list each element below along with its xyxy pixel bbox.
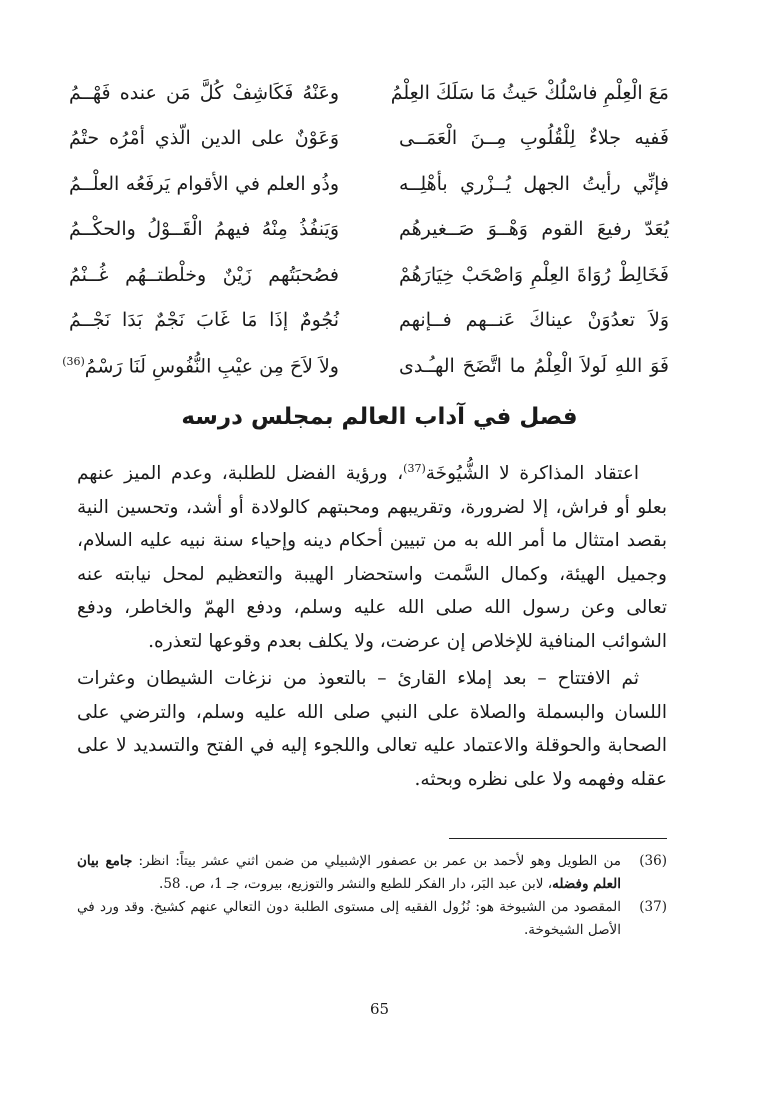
footnotes: [77, 850, 667, 942]
footnote-36-number: (36): [639, 853, 667, 869]
page-number: 65: [369, 1000, 390, 1018]
footnote-36-pre: من الطويل وهو لأحمد بن عمر بن عصفور الإشبيلي من ضمن اثني عشر بيتاً: انظر:: [132, 853, 621, 869]
poem: [62, 70, 669, 389]
verse-4-second-hemistich: وَيَنفُذُ مِنْهُ فيهمُ الْقَــوْلُ والحكْــمُ: [69, 218, 339, 241]
verse-7: [62, 343, 669, 389]
verse-3-second-hemistich: وذُو العلم في الأقوام يَرفَعُه العلْــمُ: [69, 172, 339, 195]
verse-4: [69, 207, 669, 253]
verse-2-first-hemistich: فَفيه جلاءٌ لِلْقُلُوبِ مِــنَ الْعَمَــى: [399, 127, 669, 150]
verse-2: [69, 116, 669, 162]
footnote-ref-37[interactable]: (37): [403, 462, 426, 475]
verse-7-second-hemistich: [62, 354, 339, 377]
footnote-36-post: ، لابن عبد البَر، دار الفكر للطبع والنشر والتوزيع، بيروت، جـ 1، ص. 58.: [159, 876, 553, 892]
verse-1: [69, 70, 669, 116]
verse-2-second-hemistich: وَعَوْنٌ على الدين الّذي أمْرُه حتْمُ: [69, 127, 339, 150]
section-title: فصل في آداب العالم بمجلس درسه: [181, 404, 578, 430]
footnote-37-text: المقصود من الشيوخة هو: نُزُول الفقيه إلى مستوى الطلبة دون التعالي عنهم كشيخ. وقد ورد في الأصل الشيخوخة.: [77, 899, 621, 938]
verse-4-first-hemistich: يُعَدّ رفيعَ القوم وَهْــوَ صَــغيرهُم: [399, 218, 669, 241]
verse-5-first-hemistich: فَخَالِطْ رُوَاةَ العِلْمِ وَاصْحَبْ خِيَارَهُمْ: [399, 263, 669, 286]
footnote-separator: [449, 838, 667, 839]
verse-6: [69, 298, 669, 344]
verse-1-second-hemistich: وعَنْهُ فَكَاشِفْ كُلَّ مَن عنده فَهْــمُ: [69, 81, 339, 104]
verse-6-first-hemistich: وَلاَ تعدُوَنْ عيناكَ عَنــهم فــإنهم: [399, 309, 669, 332]
footnote-36: [77, 850, 667, 896]
footnote-36-text: [77, 850, 621, 896]
verse-6-second-hemistich: نُجُومٌ إذَا مَا غَابَ نَجْمٌ بَدَا نَجْــمُ: [69, 309, 339, 332]
verse-5: [69, 252, 669, 298]
verse-3: [69, 161, 669, 207]
footnote-ref-36[interactable]: (36): [62, 354, 85, 368]
verse-1-first-hemistich: مَعَ الْعِلْمِ فاسْلُكْ حَيثُ مَا سَلَكَ العِلْمُ: [390, 81, 669, 104]
verse-7-second-text: ولاَ لاَحَ مِن عيْبِ النُّفُوسِ لَنَا رَسْمُ: [84, 354, 339, 377]
paragraph-2: ثم الافتتاح – بعد إملاء القارئ – بالتعوذ من نزغات الشيطان وعثرات اللسان والبسملة والصلاة على النبي صلى الله عليه وسلم، والترضي على الصحابة والحوقلة والاعتماد عليه تعالى واللجوء إليه في الفتح والتسديد لا على عقله وفهمه ولا على نظره وبحثه.: [77, 668, 667, 790]
footnote-37: [77, 896, 667, 942]
paragraph-1-rest: ، ورؤية الفضل للطلبة، وعدم الميز عنهم بعلو أو فراش، إلا لضرورة، وتقريبهم ومحبتهم كالولادة أو أشد، وتحسين النية بقصد امتثال ما أمر الله به من تبيين أحكام دينه وإحياء سنة نبيه عليه السلام، وجميل الهيئة، وكمال السَّمت واستحضار الهيبة والتعظيم لمحل نيابته عنه تعالى وعن رسول الله صلى الله عليه وسلم، ودفع الهمّ والخاطر، ودفع الشوائب المنافية للإخلاص إن عرضت، ولا يكلف بعدم وقوعها لتعذره.: [77, 463, 667, 652]
verse-7-first-hemistich: فَوَ اللهِ لَولاَ الْعِلْمُ ما اتَّضَحَ الهـُـدى: [399, 354, 669, 377]
paragraph-1: [77, 452, 667, 658]
footnote-36-book-title: جامع بيان العلم وفضله: [77, 853, 621, 892]
verse-5-second-hemistich: فصُحبَتُهم زَيْنٌ وخلْطتــهُم غُــنْمُ: [69, 263, 339, 286]
footnote-37-number: (37): [639, 899, 667, 915]
verse-3-first-hemistich: فإنِّي رأيتُ الجهل يُــزْري بأهْلِــه: [399, 172, 669, 195]
paragraph-1-lead: اعتقاد المذاكرة لا الشُّيُوخَة: [425, 463, 639, 485]
body-text: [77, 452, 667, 796]
